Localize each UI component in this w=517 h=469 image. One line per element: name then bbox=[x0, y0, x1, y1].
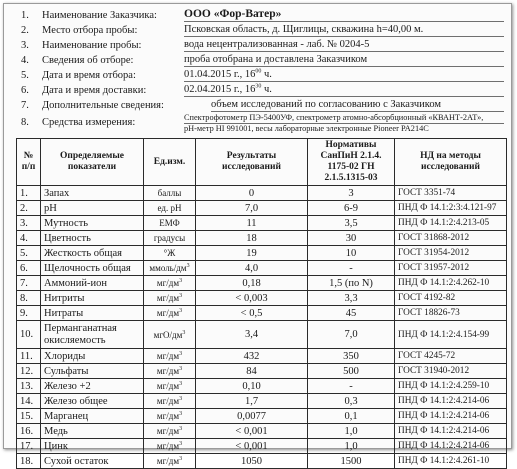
table-row bbox=[17, 379, 507, 394]
table-row bbox=[17, 409, 507, 424]
unit-cell bbox=[144, 216, 196, 231]
indicator-name-cell: Нитриты bbox=[41, 291, 144, 306]
table-row bbox=[17, 216, 507, 231]
unit-text: ммоль/дм bbox=[149, 262, 187, 273]
table-row bbox=[17, 394, 507, 409]
row-number-cell: 13. bbox=[17, 379, 41, 394]
header-row-number: 8. bbox=[21, 117, 29, 128]
result-value-cell: 0,10 bbox=[196, 379, 308, 394]
instruments-value-line1: Спектрофотометр ПЭ-5400УФ, спектрометр атомно-абсорбционный «КВАНТ-2АТ», bbox=[184, 112, 504, 124]
sampling-date-text: 01.04.2015 г., 16 bbox=[184, 69, 256, 80]
sample-name-value: вода нецентрализованная - лаб. № 0204-5 bbox=[184, 38, 504, 52]
header-row-number: 5. bbox=[21, 70, 29, 81]
method-cell: ГОСТ 31954-2012 bbox=[395, 246, 507, 261]
header-row-number: 6. bbox=[21, 85, 29, 96]
header-row-label: Сведения об отборе: bbox=[42, 55, 134, 66]
delivery-date-text: 02.04.2015 г., 16 bbox=[184, 84, 256, 95]
header-row-label: Средства измерения: bbox=[42, 117, 136, 128]
norm-value-cell: 7,0 bbox=[308, 321, 395, 349]
document-page bbox=[3, 3, 512, 467]
indicator-name-cell: Мутность bbox=[41, 216, 144, 231]
indicator-name-cell: Нитраты bbox=[41, 306, 144, 321]
unit-text: мг/дм bbox=[156, 292, 180, 303]
row-number-cell: 11. bbox=[17, 349, 41, 364]
unit-cell bbox=[144, 394, 196, 409]
header-row-customer bbox=[4, 8, 511, 23]
header-row-sampling-place bbox=[4, 23, 511, 38]
row-number-cell: 5. bbox=[17, 246, 41, 261]
indicator-name-cell: Медь bbox=[41, 424, 144, 439]
indicator-name-cell: Цветность bbox=[41, 231, 144, 246]
result-value-cell: 432 bbox=[196, 349, 308, 364]
table-row bbox=[17, 231, 507, 246]
header-row-sample-name bbox=[4, 38, 511, 53]
unit-text: градусы bbox=[153, 232, 186, 243]
method-cell: ГОСТ 18826-73 bbox=[395, 306, 507, 321]
unit-exponent: 3 bbox=[179, 455, 183, 462]
row-number-cell: 15. bbox=[17, 409, 41, 424]
header-row-number: 2. bbox=[21, 25, 29, 36]
column-header-method: НД на методы исследований bbox=[395, 139, 507, 186]
table-row bbox=[17, 276, 507, 291]
method-cell: ПНД Ф 14.1:2:4.154-99 bbox=[395, 321, 507, 349]
indicator-name-cell: pH bbox=[41, 201, 144, 216]
norm-value-cell: - bbox=[308, 261, 395, 276]
unit-text: мг/дм bbox=[156, 350, 180, 361]
unit-cell bbox=[144, 439, 196, 454]
unit-cell bbox=[144, 201, 196, 216]
header-row-instruments bbox=[4, 113, 511, 133]
method-cell: ГОСТ 31868-2012 bbox=[395, 231, 507, 246]
unit-text: мг/дм bbox=[156, 307, 180, 318]
norm-value-cell: 3,5 bbox=[308, 216, 395, 231]
table-row bbox=[17, 201, 507, 216]
indicator-name-cell: Щелочность общая bbox=[41, 261, 144, 276]
table-body bbox=[17, 186, 507, 469]
result-value-cell: 11 bbox=[196, 216, 308, 231]
sampling-info-value: проба отобрана и доставлена Заказчиком bbox=[184, 53, 504, 67]
result-value-cell: 4,0 bbox=[196, 261, 308, 276]
method-cell: ПНД Ф 14.1:2:4.213-05 bbox=[395, 216, 507, 231]
column-header-number: № п/п bbox=[17, 139, 41, 186]
unit-cell bbox=[144, 291, 196, 306]
row-number-cell: 9. bbox=[17, 306, 41, 321]
unit-cell bbox=[144, 349, 196, 364]
unit-text: мг/дм bbox=[156, 410, 180, 421]
unit-exponent: 3 bbox=[179, 277, 183, 284]
unit-text: мг/дм bbox=[156, 395, 180, 406]
results-table bbox=[16, 138, 507, 469]
table-row bbox=[17, 261, 507, 276]
unit-exponent: 3 bbox=[186, 262, 190, 269]
delivery-time-suffix: ч. bbox=[261, 84, 272, 95]
result-value-cell: < 0,5 bbox=[196, 306, 308, 321]
row-number-cell: 16. bbox=[17, 424, 41, 439]
norm-value-cell: 500 bbox=[308, 364, 395, 379]
unit-cell bbox=[144, 231, 196, 246]
unit-exponent: 3 bbox=[179, 410, 183, 417]
result-value-cell: 0 bbox=[196, 186, 308, 201]
indicator-name-cell: Жесткость общая bbox=[41, 246, 144, 261]
result-value-cell: 3,4 bbox=[196, 321, 308, 349]
result-value-cell: 84 bbox=[196, 364, 308, 379]
sampling-time-suffix: ч. bbox=[261, 69, 272, 80]
row-number-cell: 14. bbox=[17, 394, 41, 409]
unit-text: мгО/дм bbox=[153, 329, 183, 340]
method-cell: ПНД Ф 14.1:2:4.261-10 bbox=[395, 454, 507, 469]
method-cell: ГОСТ 3351-74 bbox=[395, 186, 507, 201]
norm-value-cell: - bbox=[308, 379, 395, 394]
delivery-time-minutes: 30 bbox=[255, 83, 262, 90]
unit-text: баллы bbox=[157, 187, 182, 198]
norm-value-cell: 1,5 (по N) bbox=[308, 276, 395, 291]
unit-text: ед. рН bbox=[157, 202, 182, 213]
norm-value-cell: 0,3 bbox=[308, 394, 395, 409]
indicator-name-cell: Сульфаты bbox=[41, 364, 144, 379]
result-value-cell: < 0,001 bbox=[196, 439, 308, 454]
unit-exponent: 3 bbox=[179, 380, 183, 387]
column-header-indicator: Определяемые показатели bbox=[41, 139, 144, 186]
method-cell: ПНД Ф 14.1:2:4.214-06 bbox=[395, 394, 507, 409]
header-row-label: Место отбора пробы: bbox=[42, 25, 138, 36]
method-cell: ПНД Ф 14.1:2:4.214-06 bbox=[395, 439, 507, 454]
result-value-cell: 19 bbox=[196, 246, 308, 261]
indicator-name-cell: Хлориды bbox=[41, 349, 144, 364]
norm-value-cell: 3,3 bbox=[308, 291, 395, 306]
row-number-cell: 18. bbox=[17, 454, 41, 469]
row-number-cell: 8. bbox=[17, 291, 41, 306]
delivery-date-value bbox=[184, 83, 504, 97]
unit-text: °Ж bbox=[163, 247, 176, 258]
norm-value-cell: 0,1 bbox=[308, 409, 395, 424]
table-row bbox=[17, 321, 507, 349]
norm-value-cell: 10 bbox=[308, 246, 395, 261]
unit-cell bbox=[144, 261, 196, 276]
method-cell: ГОСТ 4245-72 bbox=[395, 349, 507, 364]
result-value-cell: < 0,001 bbox=[196, 424, 308, 439]
method-cell: ПНД Ф 14.1:2:4.214-06 bbox=[395, 424, 507, 439]
row-number-cell: 1. bbox=[17, 186, 41, 201]
instruments-value-line2: рН-метр HI 991001, весы лабораторные электронные Pioneer PA214C bbox=[184, 124, 429, 133]
indicator-name-cell: Железо общее bbox=[41, 394, 144, 409]
table-header-row bbox=[17, 139, 507, 186]
row-number-cell: 4. bbox=[17, 231, 41, 246]
table-row bbox=[17, 246, 507, 261]
method-cell: ГОСТ 31940-2012 bbox=[395, 364, 507, 379]
header-row-number: 4. bbox=[21, 55, 29, 66]
method-cell: ГОСТ 4192-82 bbox=[395, 291, 507, 306]
table-row bbox=[17, 306, 507, 321]
table-row bbox=[17, 291, 507, 306]
unit-text: мг/дм bbox=[156, 455, 180, 466]
result-value-cell: 1050 bbox=[196, 454, 308, 469]
column-header-result: Результаты исследований bbox=[196, 139, 308, 186]
table-row bbox=[17, 439, 507, 454]
unit-text: мг/дм bbox=[156, 365, 180, 376]
sampling-date-value bbox=[184, 68, 504, 82]
result-value-cell: 0,0077 bbox=[196, 409, 308, 424]
unit-cell bbox=[144, 409, 196, 424]
sampling-place-value: Псковская область, д. Щиглицы, скважина h=40,00 м. bbox=[184, 23, 504, 37]
unit-cell bbox=[144, 379, 196, 394]
header-row-number: 3. bbox=[21, 40, 29, 51]
method-cell: ПНД Ф 14.1:2:4.214-06 bbox=[395, 409, 507, 424]
indicator-name-cell: Сухой остаток bbox=[41, 454, 144, 469]
indicator-name-cell: Перманганатная окисляемость bbox=[41, 321, 144, 349]
table-row bbox=[17, 454, 507, 469]
unit-cell bbox=[144, 454, 196, 469]
header-row-number: 1. bbox=[21, 10, 29, 21]
result-value-cell: 18 bbox=[196, 231, 308, 246]
norm-value-cell: 350 bbox=[308, 349, 395, 364]
unit-exponent: 3 bbox=[179, 440, 183, 447]
header-row-additional-info bbox=[4, 98, 511, 113]
norm-value-cell: 6-9 bbox=[308, 201, 395, 216]
table-row bbox=[17, 186, 507, 201]
header-row-label: Дата и время доставки: bbox=[42, 85, 147, 96]
norm-value-cell: 45 bbox=[308, 306, 395, 321]
header-row-label: Наименование пробы: bbox=[42, 40, 142, 51]
norm-value-cell: 3 bbox=[308, 186, 395, 201]
row-number-cell: 10. bbox=[17, 321, 41, 349]
unit-cell bbox=[144, 246, 196, 261]
row-number-cell: 12. bbox=[17, 364, 41, 379]
customer-name-value: ООО «Фор-Ватер» bbox=[184, 8, 504, 22]
header-row-sampling-date bbox=[4, 68, 511, 83]
norm-value-cell: 1,0 bbox=[308, 439, 395, 454]
norm-value-cell: 1,0 bbox=[308, 424, 395, 439]
unit-text: мг/дм bbox=[156, 440, 180, 451]
table-row bbox=[17, 424, 507, 439]
row-number-cell: 7. bbox=[17, 276, 41, 291]
indicator-name-cell: Цинк bbox=[41, 439, 144, 454]
table-row bbox=[17, 364, 507, 379]
unit-text: мг/дм bbox=[156, 277, 180, 288]
result-value-cell: < 0,003 bbox=[196, 291, 308, 306]
unit-cell bbox=[144, 364, 196, 379]
unit-exponent: 3 bbox=[179, 365, 183, 372]
indicator-name-cell: Железо +2 bbox=[41, 379, 144, 394]
unit-text: мг/дм bbox=[156, 380, 180, 391]
header-row-label: Дата и время отбора: bbox=[42, 70, 136, 81]
row-number-cell: 17. bbox=[17, 439, 41, 454]
unit-cell bbox=[144, 306, 196, 321]
column-header-unit: Ед.изм. bbox=[144, 139, 196, 186]
row-number-cell: 6. bbox=[17, 261, 41, 276]
result-value-cell: 7,0 bbox=[196, 201, 308, 216]
header-row-label: Наименование Заказчика: bbox=[42, 10, 157, 21]
table-row bbox=[17, 349, 507, 364]
unit-exponent: 3 bbox=[179, 395, 183, 402]
unit-cell bbox=[144, 186, 196, 201]
unit-exponent: 3 bbox=[179, 425, 183, 432]
header-row-label: Дополнительные сведения: bbox=[42, 100, 164, 111]
unit-exponent: 3 bbox=[179, 350, 183, 357]
result-value-cell: 0,18 bbox=[196, 276, 308, 291]
norm-value-cell: 1500 bbox=[308, 454, 395, 469]
row-number-cell: 3. bbox=[17, 216, 41, 231]
indicator-name-cell: Запах bbox=[41, 186, 144, 201]
method-cell: ПНД Ф 14.1:2:4.262-10 bbox=[395, 276, 507, 291]
unit-exponent: 3 bbox=[179, 307, 183, 314]
norm-value-cell: 30 bbox=[308, 231, 395, 246]
column-header-norm: Нормативы СанПиН 2.1.4. 1175-02 ГН 2.1.5.1315-03 bbox=[308, 139, 395, 186]
unit-cell bbox=[144, 276, 196, 291]
row-number-cell: 2. bbox=[17, 201, 41, 216]
indicator-name-cell: Марганец bbox=[41, 409, 144, 424]
method-cell: ПНД Ф 14.1:2:4.259-10 bbox=[395, 379, 507, 394]
additional-info-value: объем исследований по согласованию с Заказчиком bbox=[211, 98, 504, 112]
method-cell: ГОСТ 31957-2012 bbox=[395, 261, 507, 276]
method-cell: ПНД Ф 14.1:2:3:4.121-97 bbox=[395, 201, 507, 216]
header-row-delivery-date bbox=[4, 83, 511, 98]
unit-text: ЕМФ bbox=[159, 217, 180, 228]
unit-text: мг/дм bbox=[156, 425, 180, 436]
indicator-name-cell: Аммоний-ион bbox=[41, 276, 144, 291]
sampling-time-minutes: 00 bbox=[255, 68, 262, 75]
unit-cell bbox=[144, 424, 196, 439]
unit-cell bbox=[144, 321, 196, 349]
unit-exponent: 3 bbox=[182, 329, 186, 336]
result-value-cell: 1,7 bbox=[196, 394, 308, 409]
unit-exponent: 3 bbox=[179, 292, 183, 299]
header-row-sampling-info bbox=[4, 53, 511, 68]
header-row-number: 7. bbox=[21, 100, 29, 111]
